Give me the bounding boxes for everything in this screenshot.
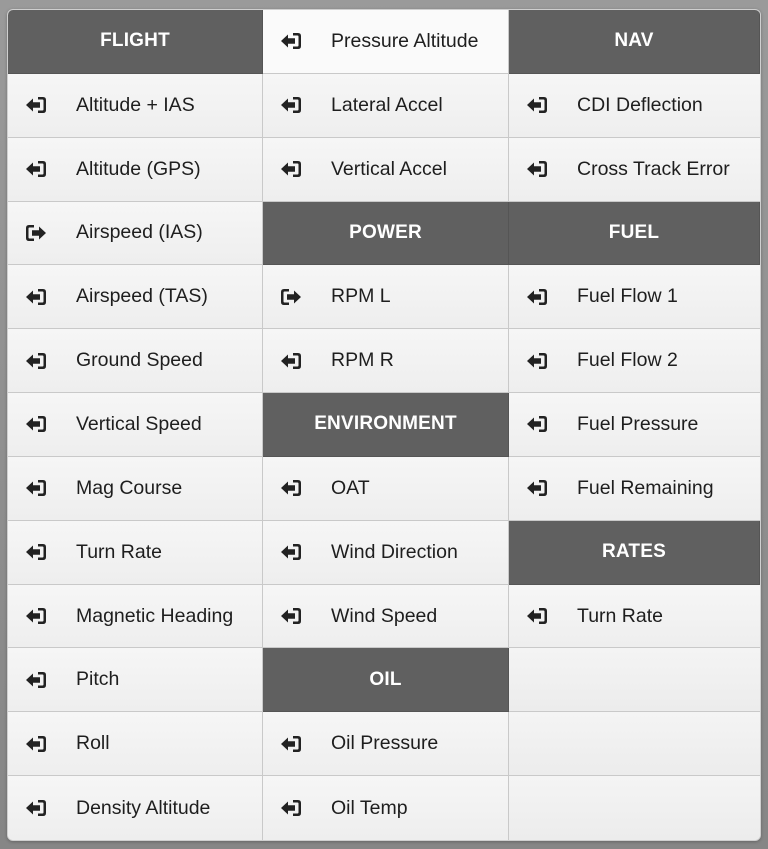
data-field-item-airspeed-tas[interactable] xyxy=(8,265,263,329)
sign-in-icon xyxy=(526,159,548,179)
data-field-item-fuel-remaining[interactable] xyxy=(509,457,760,521)
sign-in-icon xyxy=(280,31,302,51)
sign-in-icon xyxy=(25,478,47,498)
data-field-label: Turn Rate xyxy=(577,604,663,627)
data-field-item-magnetic-heading[interactable] xyxy=(8,585,263,649)
data-field-item-airspeed-ias[interactable] xyxy=(8,202,263,266)
data-field-item-cdi-deflection[interactable] xyxy=(509,74,760,138)
data-field-item-wind-speed[interactable] xyxy=(263,585,509,649)
data-field-item-oat[interactable] xyxy=(263,457,509,521)
data-field-item-ground-speed[interactable] xyxy=(8,329,263,393)
sign-in-icon xyxy=(25,542,47,562)
data-field-item-altitude-ias[interactable] xyxy=(8,74,263,138)
data-field-item-oil-temp[interactable] xyxy=(263,776,509,840)
data-field-item-fuel-pressure[interactable] xyxy=(509,393,760,457)
sign-in-icon xyxy=(526,95,548,115)
data-field-panel xyxy=(7,9,761,841)
data-field-label: Fuel Remaining xyxy=(577,476,714,499)
data-field-item-rpm-l[interactable] xyxy=(263,265,509,329)
sign-in-icon xyxy=(25,95,47,115)
data-field-item-mag-course[interactable] xyxy=(8,457,263,521)
sign-in-icon xyxy=(280,95,302,115)
data-field-item-cross-track-error[interactable] xyxy=(509,138,760,202)
data-field-label: Altitude (GPS) xyxy=(76,157,201,180)
section-header-power: POWER xyxy=(263,202,509,266)
data-field-item-wind-direction[interactable] xyxy=(263,521,509,585)
sign-in-icon xyxy=(280,542,302,562)
data-field-label: Wind Speed xyxy=(331,604,438,627)
data-field-label: Pitch xyxy=(76,668,120,691)
data-field-label: Density Altitude xyxy=(76,796,211,819)
data-field-label: Fuel Flow 1 xyxy=(577,285,678,308)
data-field-label: Pressure Altitude xyxy=(331,29,479,52)
data-field-label: Cross Track Error xyxy=(577,157,730,180)
sign-in-icon xyxy=(25,798,47,818)
data-field-label: OAT xyxy=(331,476,370,499)
sign-in-icon xyxy=(25,287,47,307)
section-header-oil: OIL xyxy=(263,648,509,712)
sign-in-icon xyxy=(280,798,302,818)
data-field-item-density-altitude[interactable] xyxy=(8,776,263,840)
empty-cell xyxy=(509,712,760,776)
data-field-item-pressure-altitude[interactable] xyxy=(263,10,509,74)
data-field-item-rpm-r[interactable] xyxy=(263,329,509,393)
sign-in-icon xyxy=(280,606,302,626)
data-field-item-turn-rate[interactable] xyxy=(8,521,263,585)
data-field-item-oil-pressure[interactable] xyxy=(263,712,509,776)
sign-in-icon xyxy=(25,734,47,754)
data-field-label: Magnetic Heading xyxy=(76,604,234,627)
data-field-label: Oil Pressure xyxy=(331,732,439,755)
sign-in-icon xyxy=(25,670,47,690)
sign-in-icon xyxy=(280,159,302,179)
data-field-label: Vertical Accel xyxy=(331,157,447,180)
sign-in-icon xyxy=(526,414,548,434)
data-field-label: Lateral Accel xyxy=(331,93,443,116)
data-field-label: Airspeed (IAS) xyxy=(76,221,203,244)
data-field-item-altitude-gps[interactable] xyxy=(8,138,263,202)
sign-in-icon xyxy=(526,478,548,498)
data-field-item-lateral-accel[interactable] xyxy=(263,74,509,138)
sign-in-icon xyxy=(25,159,47,179)
section-header-rates: RATES xyxy=(509,521,760,585)
data-field-label: Ground Speed xyxy=(76,349,203,372)
sign-in-icon xyxy=(25,606,47,626)
section-header-fuel: FUEL xyxy=(509,202,760,266)
data-field-label: Vertical Speed xyxy=(76,412,202,435)
sign-in-icon xyxy=(280,351,302,371)
data-field-item-roll[interactable] xyxy=(8,712,263,776)
data-field-label: Fuel Pressure xyxy=(577,412,699,435)
sign-in-icon xyxy=(25,351,47,371)
sign-in-icon xyxy=(280,734,302,754)
data-field-item-vertical-accel[interactable] xyxy=(263,138,509,202)
sign-in-icon xyxy=(25,414,47,434)
data-field-label: Roll xyxy=(76,732,110,755)
data-field-item-turn-rate[interactable] xyxy=(509,585,760,649)
data-field-label: RPM L xyxy=(331,285,391,308)
empty-cell xyxy=(509,648,760,712)
data-field-label: CDI Deflection xyxy=(577,93,703,116)
data-field-label: Mag Course xyxy=(76,476,183,499)
data-field-label: Turn Rate xyxy=(76,540,162,563)
data-field-label: RPM R xyxy=(331,349,394,372)
sign-in-icon xyxy=(280,478,302,498)
data-field-label: Fuel Flow 2 xyxy=(577,349,678,372)
data-field-label: Oil Temp xyxy=(331,796,408,819)
data-field-item-pitch[interactable] xyxy=(8,648,263,712)
data-field-item-vertical-speed[interactable] xyxy=(8,393,263,457)
data-field-label: Wind Direction xyxy=(331,540,458,563)
section-header-environment: ENVIRONMENT xyxy=(263,393,509,457)
sign-in-icon xyxy=(526,606,548,626)
sign-in-icon xyxy=(526,351,548,371)
empty-cell xyxy=(509,776,760,840)
sign-in-icon xyxy=(526,287,548,307)
data-field-label: Altitude + IAS xyxy=(76,93,195,116)
sign-out-icon xyxy=(280,287,302,307)
data-field-item-fuel-flow-2[interactable] xyxy=(509,329,760,393)
data-field-grid xyxy=(8,10,760,840)
section-header-flight: FLIGHT xyxy=(8,10,263,74)
data-field-item-fuel-flow-1[interactable] xyxy=(509,265,760,329)
data-field-label: Airspeed (TAS) xyxy=(76,285,208,308)
sign-out-icon xyxy=(25,223,47,243)
section-header-nav: NAV xyxy=(509,10,760,74)
